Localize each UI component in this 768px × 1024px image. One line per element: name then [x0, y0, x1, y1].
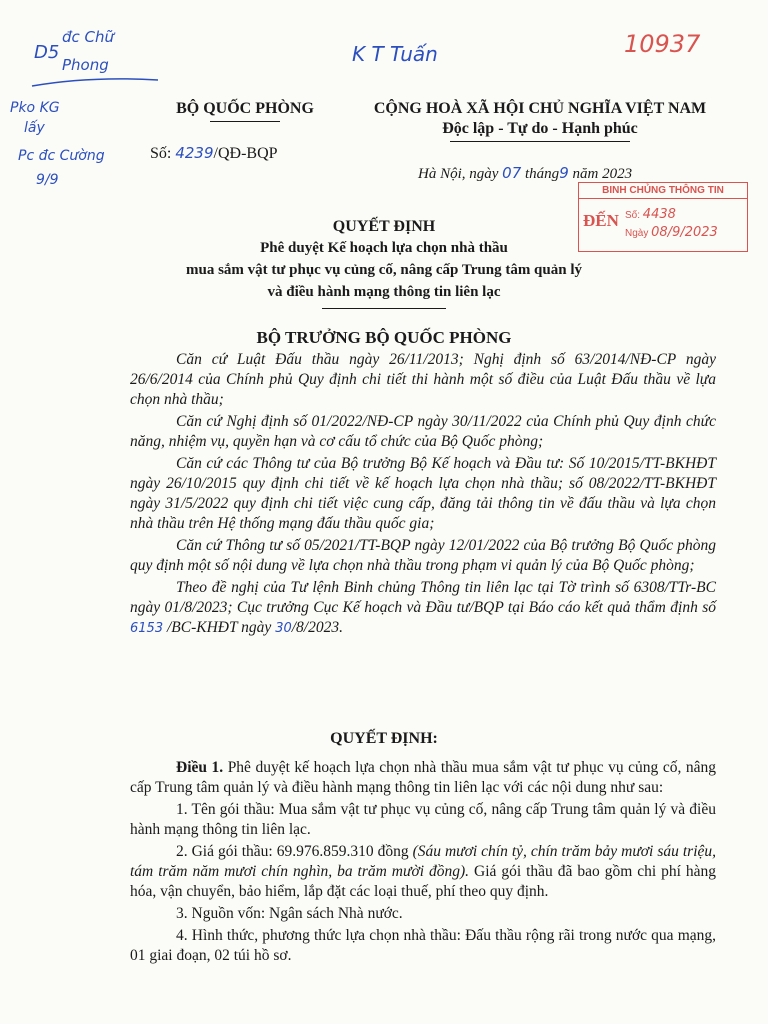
preamble	[130, 350, 716, 641]
number-suffix: /QĐ-BQP	[213, 145, 278, 162]
decision-subtitle-1: Phê duyệt Kế hoạch lựa chọn nhà thầu	[260, 240, 508, 256]
number-value: 4239	[175, 144, 214, 162]
decision-subtitle-2: mua sắm vật tư phục vụ củng cố, nâng cấp Trung tâm quản lý	[185, 262, 583, 278]
preamble-paragraph: Căn cứ các Thông tư của Bộ trưởng Bộ Kế hoạch và Đầu tư: Số 10/2015/TT-BKHĐT ngày 26/10/2015 quy định chi tiết về kế hoạch lựa chọn nhà thầu; số 08/2022/TT-BKHĐT ngày 31/5/2022 quy định chi tiết việc cung cấp, đăng tải thông tin về đấu thầu và lựa chọn nhà thầu trên Hệ thống mạng đấu thầu quốc gia;	[130, 455, 716, 532]
country-name: CỘNG HOÀ XÃ HỘI CHỦ NGHĨA VIỆT NAM	[373, 100, 707, 117]
title-underline	[322, 308, 446, 309]
document-number	[150, 144, 278, 163]
date-prefix: Hà Nội, ngày	[418, 166, 499, 182]
proposal-text-b: /BC-KHĐT ngày	[166, 619, 272, 636]
price-value: 2. Giá gói thầu: 69.976.859.310 đồng	[176, 843, 409, 860]
handwritten-note-d5: D5	[34, 42, 60, 63]
stamp-den: ĐẾN	[583, 211, 619, 230]
handwritten-note-pko: Pko KG	[10, 100, 60, 116]
number-label: Số:	[150, 145, 172, 162]
handwritten-note-tuan: K T Tuấn	[352, 42, 438, 66]
handwritten-note-date: 9/9	[36, 172, 59, 188]
article-1-intro	[130, 758, 716, 798]
item-selection-method: 4. Hình thức, phương thức lựa chọn nhà thầu: Đấu thầu rộng rãi trong nước qua mạng, 01 giai đoạn, 02 túi hồ sơ.	[130, 927, 716, 964]
date-year: năm 2023	[572, 166, 633, 182]
price-note: Giá gói thầu đã bao gồm chi phí hàng hóa, vận chuyển, bảo hiểm, lắp đặt các loại thuế, phí theo quy định.	[130, 863, 717, 900]
national-header	[360, 100, 720, 142]
article-1	[130, 758, 716, 968]
preamble-paragraph: Căn cứ Nghị định số 01/2022/NĐ-CP ngày 30/11/2022 của Chính phủ Quy định chức năng, nhiệm vụ, quyền hạn và cơ cấu tổ chức của Bộ Quốc phòng;	[130, 413, 716, 450]
issue-date	[418, 164, 632, 183]
stamp-title: BINH CHỦNG THÔNG TIN	[579, 183, 747, 199]
motto-underline	[450, 141, 630, 142]
article-1-text: Phê duyệt kế hoạch lựa chọn nhà thầu mua sắm vật tư phục vụ củng cố, nâng cấp Trung tâm quản lý và điều hành mạng thông tin liên lạc với các nội dung như sau:	[130, 759, 716, 796]
report-day: 30	[275, 621, 292, 636]
issuing-agency	[130, 100, 360, 122]
item-package-price	[130, 842, 716, 902]
stamp-date-value: 08/9/2023	[651, 225, 718, 240]
preamble-paragraph: Căn cứ Thông tư số 05/2021/TT-BQP ngày 12/01/2022 của Bộ trưởng Bộ Quốc phòng quy định một số nội dung về lựa chọn nhà thầu trong phạm vi quản lý của Bộ Quốc phòng;	[130, 537, 716, 574]
article-1-label: Điều 1.	[176, 759, 224, 776]
handwritten-underline	[30, 72, 160, 92]
handwritten-note-chu: đc Chữ	[62, 28, 115, 46]
agency-underline	[210, 121, 280, 122]
decision-title: QUYẾT ĐỊNH	[332, 218, 436, 235]
agency-name: BỘ QUỐC PHÒNG	[176, 100, 314, 117]
minister-heading: BỘ TRƯỞNG BỘ QUỐC PHÒNG	[256, 328, 512, 347]
handwritten-note-phong: Phong	[62, 56, 109, 74]
stamp-number-label: Số:	[625, 210, 641, 221]
date-day: 07	[502, 164, 522, 182]
stamp-number-value: 4438	[642, 207, 676, 222]
preamble-paragraph: Căn cứ Luật Đấu thầu ngày 26/11/2013; Nghị định số 63/2014/NĐ-CP ngày 26/6/2014 của Chính phủ Quy định chi tiết thi hành một số điều của Luật Đấu thầu về lựa chọn nhà thầu;	[130, 351, 716, 408]
stamp-date-label: Ngày	[625, 228, 649, 239]
report-number: 6153	[130, 621, 164, 636]
handwritten-note-lay: lấy	[24, 120, 45, 136]
handwritten-document-number: 10937	[624, 30, 701, 58]
decision-subtitle-3: và điều hành mạng thông tin liên lạc	[267, 284, 501, 300]
proposal-text-c: /8/2023.	[291, 619, 343, 636]
decision-heading: QUYẾT ĐỊNH:	[330, 730, 438, 747]
national-motto: Độc lập - Tự do - Hạnh phúc	[442, 120, 638, 137]
date-month: 9	[559, 164, 569, 182]
date-month-label: tháng	[525, 166, 560, 182]
preamble-paragraph-proposal	[130, 578, 716, 639]
handwritten-note-cuong: Pc đc Cường	[18, 148, 105, 164]
price-in-words: (Sáu mươi chín tỷ, chín trăm bảy mươi sáu triệu, tám trăm năm mươi chín nghìn, ba trăm mười đồng).	[130, 843, 717, 880]
proposal-text-a: Theo đề nghị của Tư lệnh Binh chủng Thông tin liên lạc tại Tờ trình số 6308/TTr-BC ngày 01/8/2023; Cục trưởng Cục Kế hoạch và Đầu tư/BQP tại Báo cáo kết quả thẩm định số	[130, 579, 716, 616]
item-package-name: 1. Tên gói thầu: Mua sắm vật tư phục vụ củng cố, nâng cấp Trung tâm quản lý và điều hành mạng thông tin liên lạc.	[130, 801, 716, 838]
item-funding-source: 3. Nguồn vốn: Ngân sách Nhà nước.	[176, 905, 403, 922]
